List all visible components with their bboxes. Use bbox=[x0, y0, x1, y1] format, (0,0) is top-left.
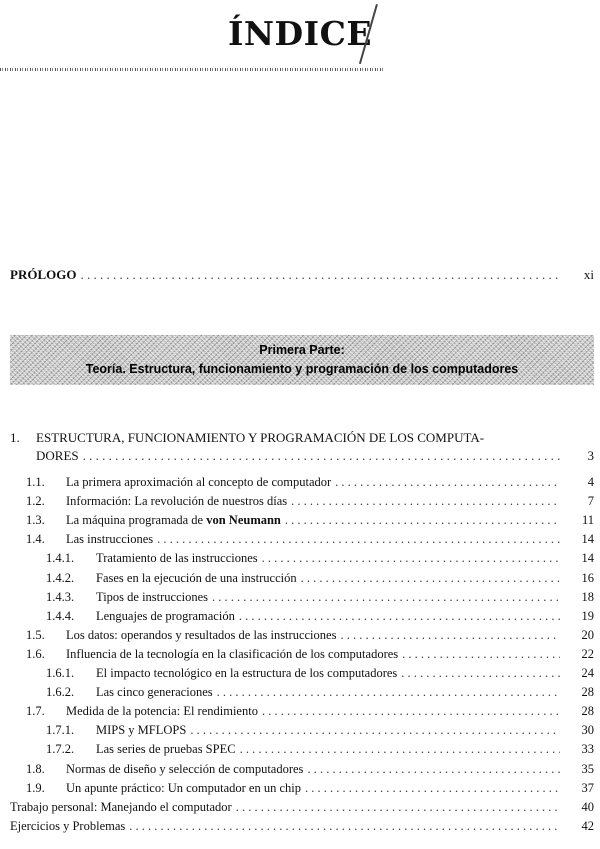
toc-entry bbox=[46, 551, 594, 566]
entry-title: Medida de la potencia: El rendimiento bbox=[66, 704, 258, 719]
entry-title: Fases en la ejecución de una instrucción bbox=[96, 570, 297, 585]
chapter-title-row2 bbox=[36, 448, 594, 464]
toc-entry bbox=[26, 532, 594, 547]
entry-page: 18 bbox=[581, 589, 594, 604]
entry-number: 1.7.2. bbox=[46, 742, 75, 757]
dot-leader bbox=[236, 800, 560, 815]
prologo-label: PRÓLOGO bbox=[10, 267, 77, 282]
toc-entry bbox=[46, 609, 594, 624]
dot-leader bbox=[402, 647, 560, 662]
entry-number: 1.7.1. bbox=[46, 723, 75, 738]
dot-leader bbox=[307, 762, 560, 777]
entry-number: 1.2. bbox=[26, 494, 45, 509]
toc-entry bbox=[46, 723, 594, 738]
entry-number: 1.4.2. bbox=[46, 570, 75, 585]
dot-leader bbox=[217, 685, 560, 700]
entry-page: 35 bbox=[581, 761, 594, 776]
entry-number: 1.9. bbox=[26, 780, 45, 795]
toc-entry bbox=[26, 704, 594, 719]
entry-page: 14 bbox=[581, 532, 594, 547]
chapter-page: 3 bbox=[587, 448, 594, 463]
entry-title: Los datos: operandos y resultados de las instrucciones bbox=[66, 627, 337, 642]
entry-title: El impacto tecnológico en la estructura de los computadores bbox=[96, 666, 398, 680]
entry-page: 11 bbox=[581, 513, 594, 528]
toc-prologo bbox=[10, 267, 594, 283]
entry-title: Influencia de la tecnología en la clasificación de los computadores bbox=[66, 646, 399, 661]
toc-entry bbox=[26, 647, 594, 662]
dot-leader bbox=[305, 781, 560, 796]
entry-title: MIPS y MFLOPS bbox=[96, 723, 187, 738]
entry-title: Las series de pruebas SPEC bbox=[96, 742, 236, 757]
dot-leader bbox=[240, 742, 560, 757]
toc-entry bbox=[26, 475, 594, 490]
chapter-number: 1. bbox=[10, 430, 20, 445]
entry-number: 1.4.4. bbox=[46, 608, 75, 623]
entry-page: 28 bbox=[581, 685, 594, 700]
chapter-title-line2: DORES bbox=[36, 448, 79, 463]
entry-number: 1.6.1. bbox=[46, 666, 75, 680]
page-header bbox=[0, 0, 600, 80]
toc-entry bbox=[46, 590, 594, 605]
entry-number: 1.6. bbox=[26, 646, 45, 661]
entry-title: Las instrucciones bbox=[66, 532, 154, 547]
entry-number: 1.7. bbox=[26, 704, 45, 719]
entry-number: 1.4.1. bbox=[46, 551, 75, 566]
toc-entry bbox=[26, 513, 594, 528]
entry-title: Trabajo personal: Manejando el computador bbox=[10, 799, 232, 814]
dot-leader bbox=[291, 494, 560, 509]
dot-leader bbox=[190, 723, 560, 738]
dot-leader bbox=[262, 704, 560, 719]
entry-page: 28 bbox=[581, 704, 594, 719]
entry-title: Las cinco generaciones bbox=[96, 685, 213, 700]
entry-page: 24 bbox=[581, 666, 594, 680]
entry-page: 20 bbox=[581, 627, 594, 642]
entry-title: Tratamiento de las instrucciones bbox=[96, 551, 258, 566]
toc-entry bbox=[46, 571, 594, 586]
entry-page: 40 bbox=[581, 799, 594, 814]
entry-number: 1.4. bbox=[26, 532, 45, 547]
toc-entry bbox=[26, 494, 594, 509]
entry-page: 42 bbox=[581, 818, 594, 833]
dot-leader bbox=[157, 532, 560, 547]
dot-leader bbox=[285, 513, 560, 528]
entry-page: 37 bbox=[581, 780, 594, 795]
entry-title: Un apunte práctico: Un computador en un chip bbox=[66, 780, 301, 795]
entry-number: 1.4.3. bbox=[46, 589, 75, 604]
entry-number: 1.8. bbox=[26, 761, 45, 776]
toc-entry bbox=[10, 800, 594, 815]
entry-page: 16 bbox=[581, 570, 594, 585]
chapter-heading bbox=[10, 430, 594, 463]
dot-leader bbox=[129, 819, 560, 834]
toc-entry bbox=[10, 819, 594, 834]
entry-title: La primera aproximación al concepto de computador bbox=[66, 475, 332, 489]
entry-number: 1.1. bbox=[26, 475, 45, 489]
toc-entry bbox=[26, 628, 594, 643]
entry-page: 7 bbox=[587, 494, 594, 509]
entry-page: 19 bbox=[581, 608, 594, 623]
prologo-page: xi bbox=[583, 267, 594, 282]
entry-title: Ejercicios y Problemas bbox=[10, 818, 126, 833]
entry-title: La máquina programada de von Neumann bbox=[66, 513, 281, 528]
chapter-title-line1: ESTRUCTURA, FUNCIONAMIENTO Y PROGRAMACIÓN DE LOS COMPUTA- bbox=[36, 430, 485, 445]
dot-leader bbox=[301, 571, 560, 586]
entry-number: 1.3. bbox=[26, 513, 45, 528]
toc-entry bbox=[46, 742, 594, 757]
dot-leader bbox=[80, 267, 560, 283]
dot-leader bbox=[83, 448, 560, 464]
dot-leader bbox=[239, 609, 560, 624]
dot-leader bbox=[212, 590, 560, 605]
toc-entry bbox=[26, 762, 594, 777]
page-title: ÍNDICE bbox=[227, 14, 373, 53]
entry-page: 14 bbox=[581, 551, 594, 566]
entry-page: 22 bbox=[581, 646, 594, 661]
entry-title: Tipos de instrucciones bbox=[96, 589, 209, 604]
dot-leader bbox=[401, 666, 560, 681]
entry-page: 33 bbox=[581, 742, 594, 757]
dot-leader bbox=[340, 628, 560, 643]
entry-number: 1.6.2. bbox=[46, 685, 75, 700]
entry-title: Lenguajes de programación bbox=[96, 608, 235, 623]
dot-leader bbox=[335, 475, 560, 490]
entry-title: Información: La revolución de nuestros días bbox=[66, 494, 288, 509]
header-rule bbox=[0, 68, 384, 71]
part-title: Primera Parte: bbox=[259, 343, 345, 357]
toc-entry bbox=[46, 685, 594, 700]
part-subtitle: Teoría. Estructura, funcionamiento y programación de los computadores bbox=[85, 362, 519, 376]
toc-entry bbox=[26, 781, 594, 796]
entry-page: 30 bbox=[581, 723, 594, 738]
entry-title-bold: von Neumann bbox=[203, 513, 281, 528]
entry-number: 1.5. bbox=[26, 627, 45, 642]
dot-leader bbox=[262, 551, 560, 566]
part-banner bbox=[10, 335, 594, 385]
toc-entry bbox=[46, 666, 594, 681]
entry-page: 4 bbox=[587, 475, 594, 489]
entry-title: Normas de diseño y selección de computadores bbox=[66, 761, 304, 776]
